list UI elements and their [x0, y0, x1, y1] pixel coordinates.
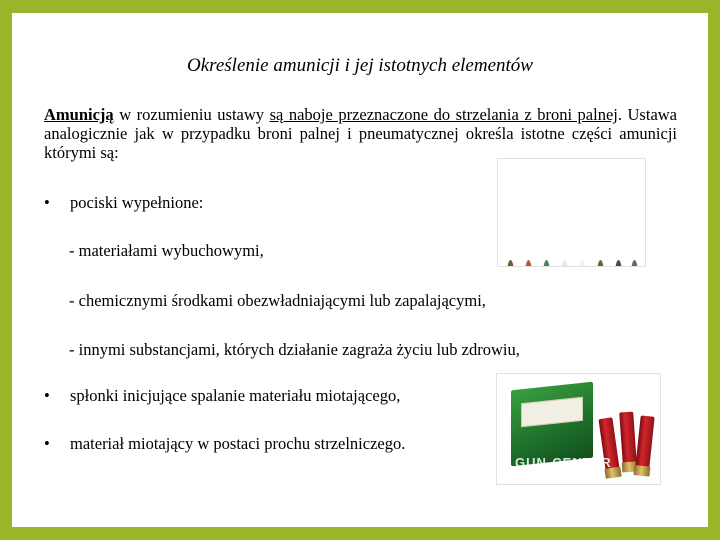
box-label — [521, 397, 583, 428]
cartridges-photo — [497, 158, 646, 267]
intro-text-1: w rozumieniu ustawy — [113, 105, 270, 124]
photo-watermark: GUN-CENTER — [515, 455, 612, 470]
bullet-marker: • — [44, 434, 50, 453]
shotgun-shell-image — [635, 415, 654, 468]
ammo-box-image — [511, 382, 593, 467]
slide-title: Określenie amunicji i jej istotnych elementów — [187, 55, 533, 76]
bullet-text: pociski wypełnione: — [70, 193, 204, 212]
slide — [12, 13, 708, 527]
intro-text-2: . Ustawa analogicznie jak w przypadku broni palnej i pneumatycznej określa istotne części amunicji którymi są: — [44, 105, 678, 162]
intro-term: Amunicją — [44, 105, 114, 124]
bullet-text: materiał miotający w postaci prochu strzelniczego. — [70, 434, 406, 453]
sub-item: - chemicznymi środkami obezwładniającymi lub zapalającymi, — [69, 291, 486, 310]
bullet-text: spłonki inicjujące spalanie materiału miotającego, — [70, 386, 401, 405]
bullet-marker: • — [44, 193, 50, 212]
bullet-marker: • — [44, 386, 50, 405]
intro-paragraph — [44, 105, 677, 162]
ammo-box-photo — [496, 373, 661, 485]
sub-item: - innymi substancjami, których działanie zagraża życiu lub zdrowiu, — [69, 340, 520, 359]
bullet-item — [44, 386, 400, 406]
bullet-item — [44, 434, 405, 454]
bullet-item — [44, 193, 203, 213]
shotgun-shell-image — [619, 412, 637, 465]
sub-item: - materiałami wybuchowymi, — [69, 241, 264, 260]
intro-underlined: są naboje przeznaczone do strzelania z broni palnej — [269, 105, 618, 124]
